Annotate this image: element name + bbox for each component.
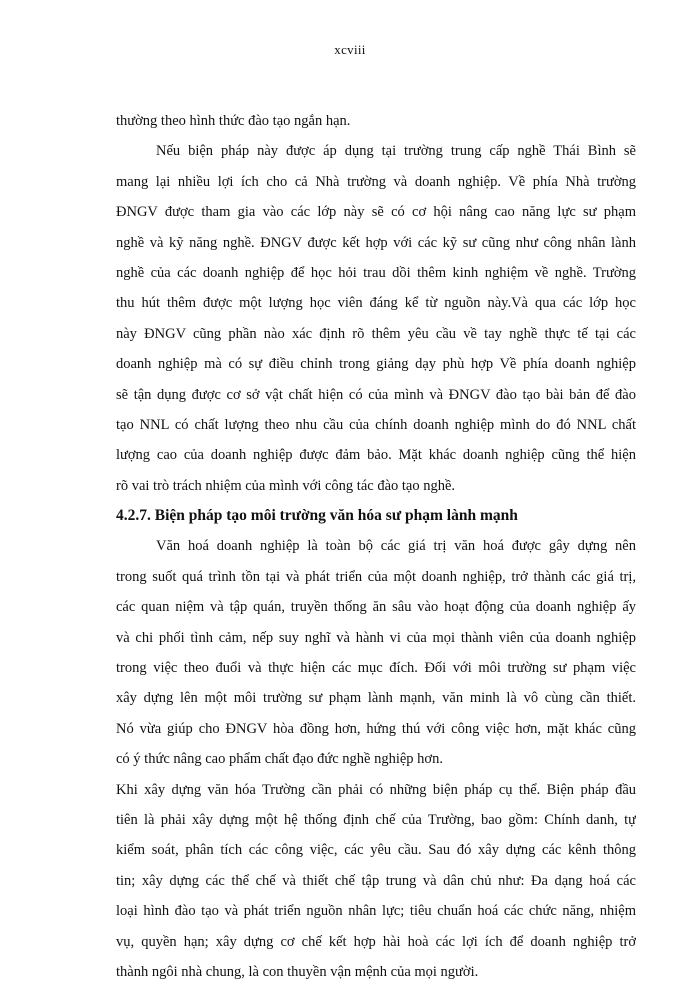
paragraph-2-line: thu hút thêm được một lượng học viên đáng kể từ nguồn này.Và qua các lớp học: [116, 295, 636, 312]
paragraph-4-line: thành ngôi nhà chung, là con thuyền vận mệnh của mọi người.: [116, 963, 479, 980]
paragraph-3-line: trong việc theo đuổi và thực hiện các mục đích. Đối với môi trường sư phạm việc: [116, 660, 636, 677]
paragraph-2-line: lượng cao của doanh nghiệp được đảm bảo. Mặt khác doanh nghiệp cũng thể hiện: [116, 447, 636, 464]
page-number: xcviii: [334, 42, 366, 57]
paragraph-3-line: Văn hoá doanh nghiệp là toàn bộ các giá trị văn hoá được gây dựng nên: [156, 538, 636, 555]
paragraph-2-line: sẽ tận dụng được cơ sở vật chất hiện có của mình và ĐNGV đào tạo bài bản để đào: [116, 386, 636, 403]
paragraph-4-line: kiểm soát, phân tích các công việc, các yêu cầu. Sau đó xây dựng các kênh thông: [116, 842, 636, 859]
paragraph-3-line: Nó vừa giúp cho ĐNGV hòa đồng hơn, hứng thú với công việc hơn, mặt khác cũng: [116, 720, 636, 737]
section-heading: 4.2.7. Biện pháp tạo môi trường văn hóa sư phạm lành mạnh: [116, 507, 518, 525]
paragraph-2-line: mang lại nhiều lợi ích cho cả Nhà trường và doanh nghiệp. Về phía Nhà trường: [116, 173, 636, 190]
paragraph-1-line: thường theo hình thức đào tạo ngắn hạn.: [116, 113, 351, 129]
paragraph-2-line: nghề và kỹ năng nghề. ĐNGV được kết hợp với các kỹ sư cũng như công nhân lành: [116, 234, 636, 251]
paragraph-4-line: tiên là phải xây dựng một hệ thống định chế của Trường, bao gồm: Chính danh, tự: [116, 811, 636, 828]
paragraph-2-line: này ĐNGV cũng phần nào xác định rõ thêm yêu cầu về tay nghề thực tế tại các: [116, 325, 636, 342]
paragraph-4-line: tin; xây dựng các thể chế và thiết chế tập trung và dân chủ như: Đa dạng hoá các: [116, 872, 636, 889]
paragraph-2-line: doanh nghiệp mà có sự điều chỉnh trong giảng dạy phù hợp Về phía doanh nghiệp: [116, 356, 636, 373]
paragraph-4-line: Khi xây dựng văn hóa Trường cần phải có những biện pháp cụ thể. Biện pháp đầu: [116, 781, 636, 798]
paragraph-3-line: các quan niệm và tập quán, truyền thống ăn sâu vào hoạt động của doanh nghiệp ấy: [116, 599, 636, 616]
paragraph-2-line: Nếu biện pháp này được áp dụng tại trường trung cấp nghề Thái Bình sẽ: [156, 143, 636, 160]
paragraph-3-line: có ý thức nâng cao phẩm chất đạo đức nghề nghiệp hơn.: [116, 751, 443, 768]
paragraph-2-line: ĐNGV được tham gia vào các lớp này sẽ có cơ hội nâng cao năng lực sư phạm: [116, 204, 636, 221]
paragraph-2-line: rõ vai trò trách nhiệm của mình với công tác đào tạo nghề.: [116, 477, 456, 494]
paragraph-3-line: trong suốt quá trình tồn tại và phát triển của một doanh nghiệp, trở thành các giá trị,: [116, 568, 636, 585]
paragraph-3-line: và chi phối tình cảm, nếp suy nghĩ và hành vi của mọi thành viên của doanh nghiệp: [116, 629, 636, 646]
paragraph-4-line: vụ, quyền hạn; xây dựng cơ chế kết hợp hài hoà các lợi ích để doanh nghiệp trở: [116, 933, 636, 950]
paragraph-2-line: tạo NNL có chất lượng theo nhu cầu của chính doanh nghiệp mình do đó NNL chất: [116, 416, 636, 433]
paragraph-4-line: loại hình đào tạo và phát triển nguồn nhân lực; tiêu chuẩn hoá các chức năng, nhiệm: [116, 903, 636, 920]
paragraph-3-line: xây dựng lên một môi trường sư phạm lành mạnh, văn minh là vô cùng cần thiết.: [116, 690, 636, 707]
body-text: [116, 106, 636, 987]
paragraph-2-line: nghề của các doanh nghiệp để học hỏi trau dồi thêm kinh nghiệm về nghề. Trường: [116, 264, 636, 281]
